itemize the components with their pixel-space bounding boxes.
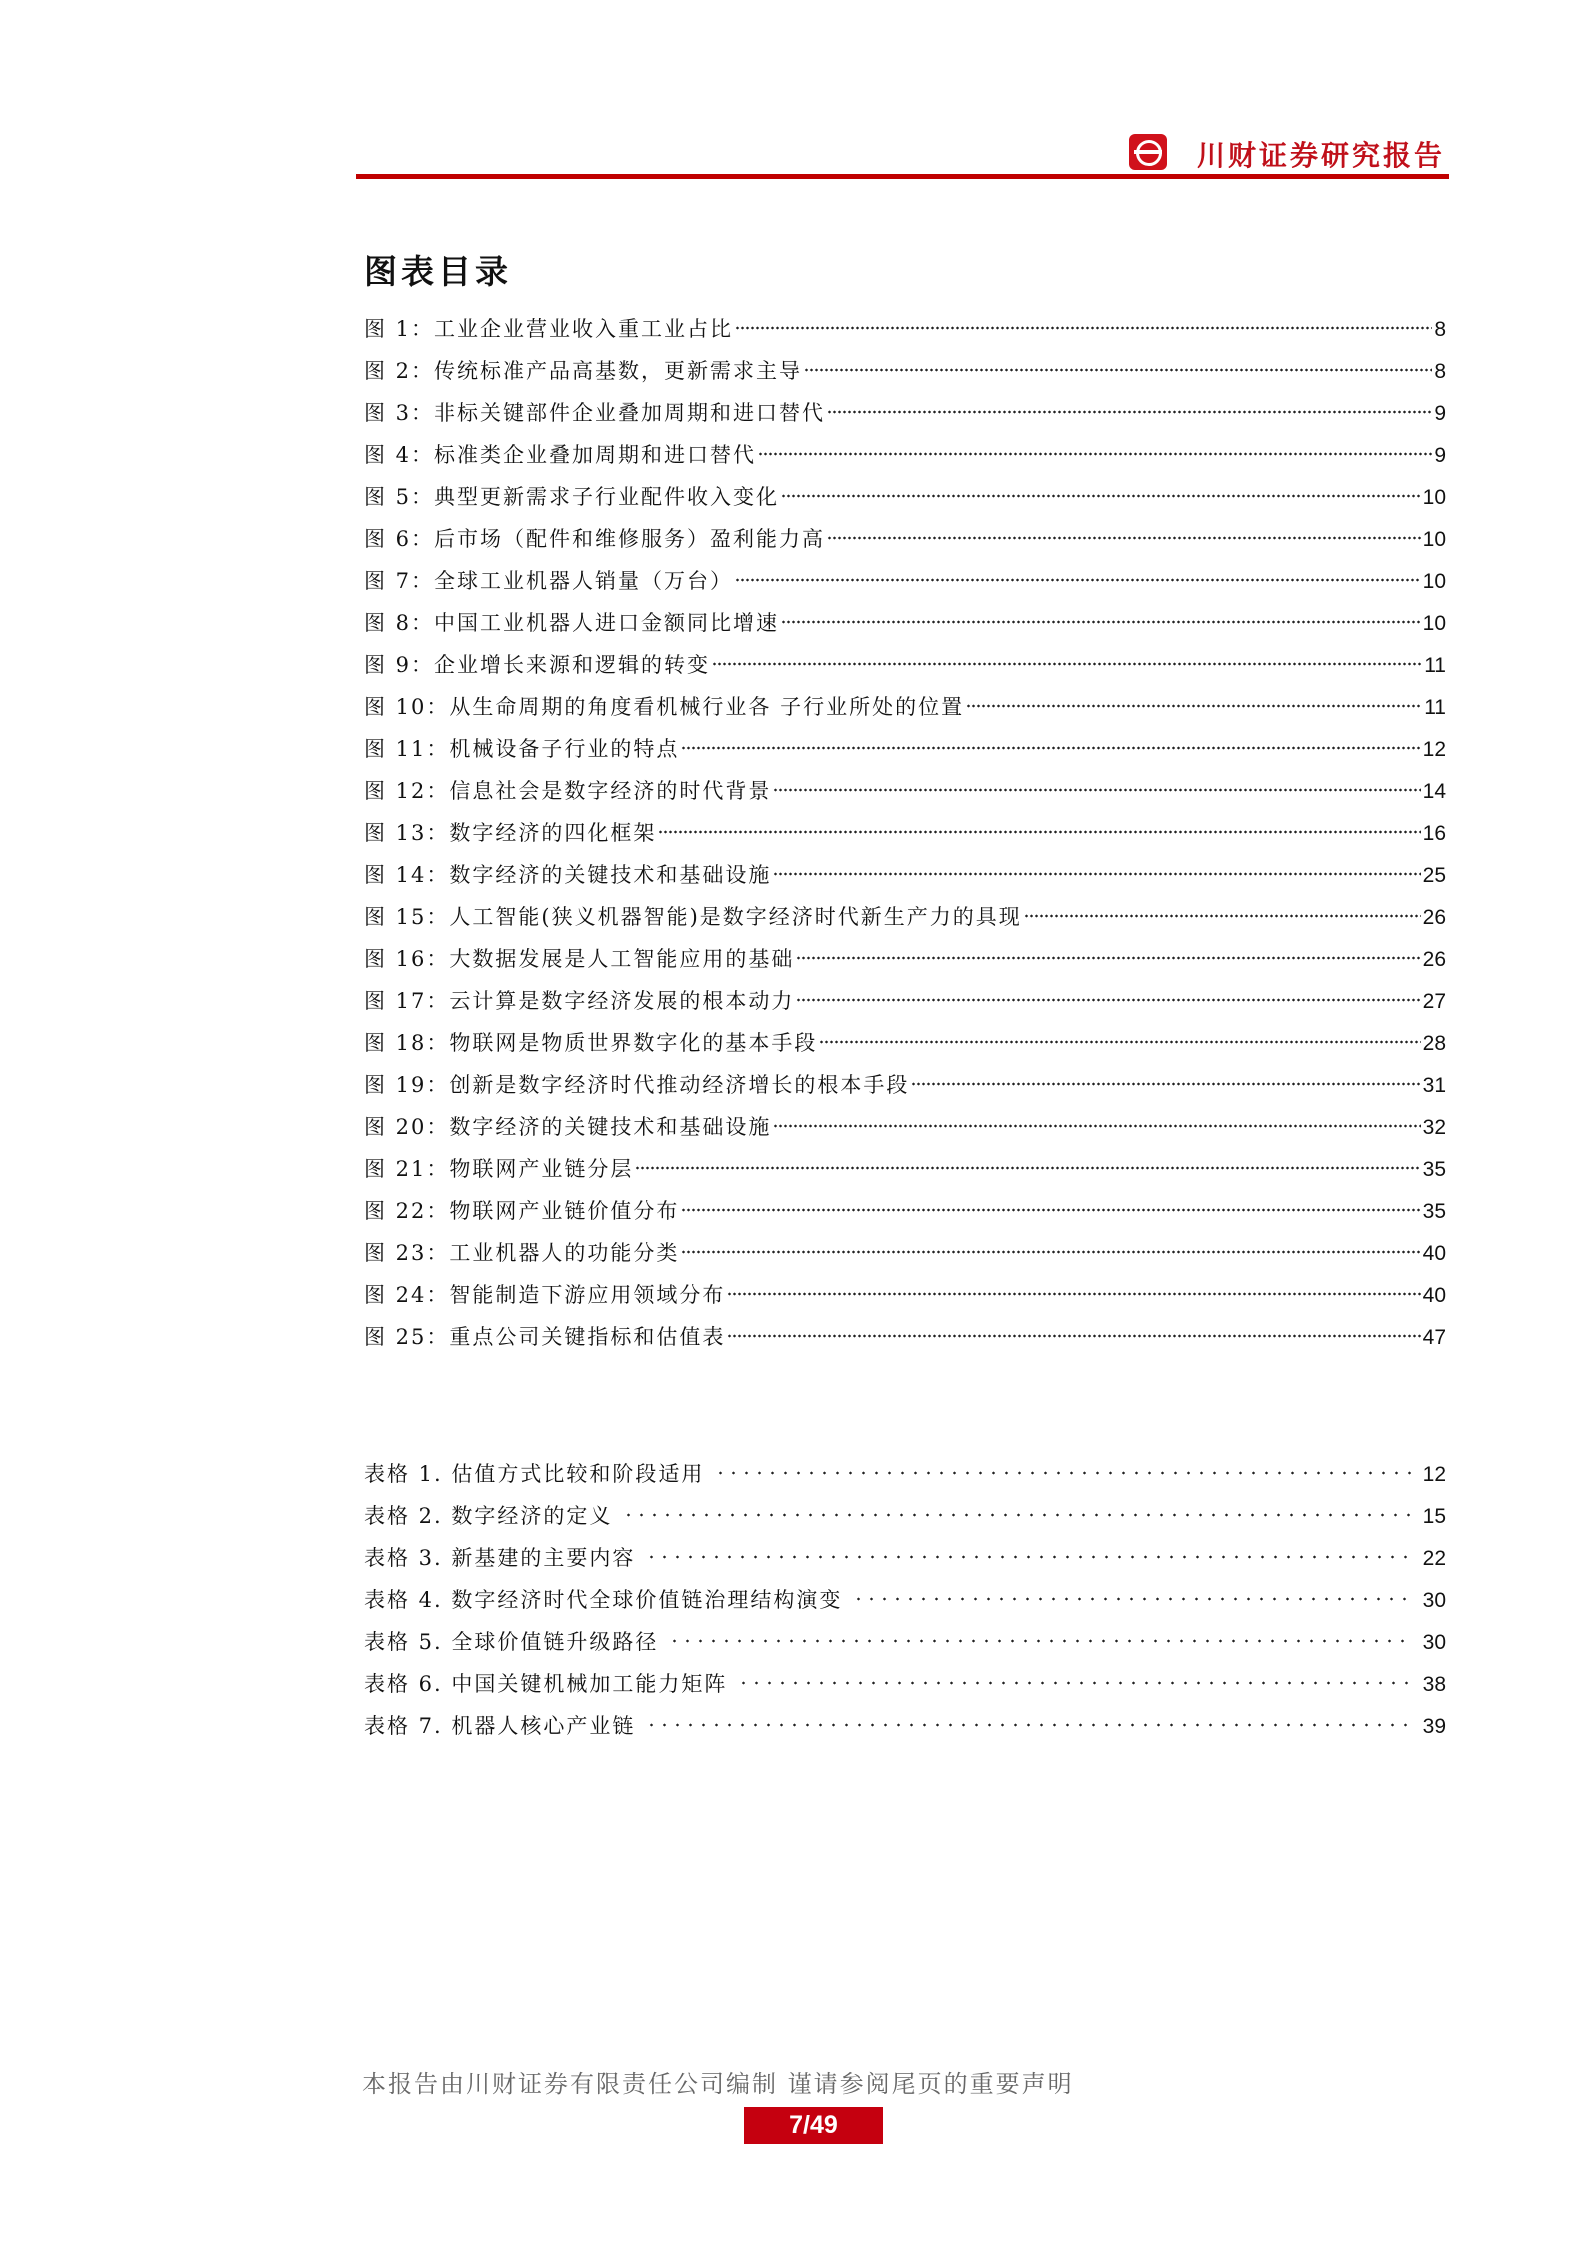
figure-toc-entry[interactable] [364, 1022, 1446, 1064]
dot-leader [781, 619, 1421, 625]
dot-leader [727, 1291, 1420, 1297]
table-toc-entry[interactable] [364, 1663, 1446, 1705]
table-list [364, 1453, 1446, 1747]
figure-toc-entry[interactable] [364, 1232, 1446, 1274]
figure-list [364, 308, 1446, 1358]
dot-leader [852, 1596, 1412, 1602]
figure-toc-entry[interactable] [364, 938, 1446, 980]
toc-entry-page: 11 [1424, 696, 1446, 719]
dot-leader [773, 1123, 1420, 1129]
toc-entry-label: 图 3：非标关键部件企业叠加周期和进口替代 [364, 401, 826, 425]
toc-entry-label: 表格 4. 数字经济时代全球价值链治理结构演变 [364, 1588, 843, 1612]
toc-entry-page: 40 [1422, 1284, 1446, 1307]
dot-leader [681, 1207, 1420, 1213]
dot-leader [781, 493, 1421, 499]
toc-entry-page: 11 [1424, 654, 1446, 677]
toc-entry-label: 图 2：传统标准产品高基数，更新需求主导 [364, 359, 803, 383]
toc-entry-page: 9 [1434, 402, 1446, 425]
toc-entry-label: 图 11：机械设备子行业的特点 [364, 737, 680, 761]
dot-leader [966, 703, 1422, 709]
figure-toc-entry[interactable] [364, 1064, 1446, 1106]
toc-entry-page: 15 [1422, 1505, 1446, 1528]
dot-leader [796, 955, 1420, 961]
figure-toc-entry[interactable] [364, 1148, 1446, 1190]
chuancai-logo-icon [1129, 134, 1167, 170]
table-toc-entry[interactable] [364, 1453, 1446, 1495]
dot-leader [645, 1722, 1412, 1728]
toc-title: 图表目录 [364, 252, 512, 291]
table-toc-entry[interactable] [364, 1495, 1446, 1537]
figure-toc-entry[interactable] [364, 308, 1446, 350]
figure-toc-entry[interactable] [364, 1190, 1446, 1232]
dot-leader [681, 745, 1420, 751]
dot-leader [827, 535, 1421, 541]
toc-entry-label: 图 22：物联网产业链价值分布 [364, 1199, 680, 1223]
brand-name: 川财证券研究报告 [1196, 139, 1445, 172]
toc-entry-label: 图 9：企业增长来源和逻辑的转变 [364, 653, 711, 677]
figure-toc-entry[interactable] [364, 896, 1446, 938]
toc-entry-page: 35 [1422, 1200, 1446, 1223]
toc-entry-label: 图 17：云计算是数字经济发展的根本动力 [364, 989, 795, 1013]
dot-leader [737, 1680, 1412, 1686]
toc-entry-label: 图 10：从生命周期的角度看机械行业各 子行业所处的位置 [364, 695, 965, 719]
figure-toc-entry[interactable] [364, 602, 1446, 644]
toc-entry-page: 32 [1422, 1116, 1446, 1139]
dot-leader [735, 577, 1421, 583]
toc-entry-page: 10 [1422, 612, 1446, 635]
figure-toc-entry[interactable] [364, 350, 1446, 392]
table-toc-entry[interactable] [364, 1579, 1446, 1621]
figure-toc-entry[interactable] [364, 854, 1446, 896]
figure-toc-entry[interactable] [364, 1274, 1446, 1316]
toc-entry-page: 10 [1422, 570, 1446, 593]
toc-entry-label: 表格 6. 中国关键机械加工能力矩阵 [364, 1672, 728, 1696]
figure-toc-entry[interactable] [364, 812, 1446, 854]
page-header [356, 128, 1449, 180]
dot-leader [819, 1039, 1420, 1045]
dot-leader [712, 661, 1422, 667]
toc-entry-page: 12 [1422, 738, 1446, 761]
toc-entry-page: 8 [1434, 318, 1446, 341]
dot-leader [911, 1081, 1420, 1087]
toc-entry-page: 30 [1422, 1589, 1446, 1612]
toc-entry-page: 25 [1422, 864, 1446, 887]
toc-entry-label: 图 24：智能制造下游应用领域分布 [364, 1283, 726, 1307]
dot-leader [727, 1333, 1420, 1339]
figure-toc-entry[interactable] [364, 518, 1446, 560]
page-number: 7/49 [744, 2107, 883, 2144]
footer-disclaimer: 本报告由川财证券有限责任公司编制 谨请参阅尾页的重要声明 [362, 2070, 1074, 2098]
dot-leader [773, 787, 1420, 793]
toc-entry-label: 图 12：信息社会是数字经济的时代背景 [364, 779, 772, 803]
table-toc-entry[interactable] [364, 1537, 1446, 1579]
dot-leader [804, 367, 1432, 373]
dot-leader [681, 1249, 1420, 1255]
dot-leader [714, 1470, 1412, 1476]
header-divider [356, 174, 1449, 179]
figure-toc-entry[interactable] [364, 1106, 1446, 1148]
toc-entry-page: 28 [1422, 1032, 1446, 1055]
toc-entry-page: 10 [1422, 486, 1446, 509]
toc-entry-label: 图 7：全球工业机器人销量（万台） [364, 569, 734, 593]
toc-entry-page: 31 [1422, 1074, 1446, 1097]
toc-entry-page: 35 [1422, 1158, 1446, 1181]
dot-leader [645, 1554, 1412, 1560]
toc-entry-label: 图 21：物联网产业链分层 [364, 1157, 634, 1181]
dot-leader [758, 451, 1432, 457]
toc-entry-label: 表格 5. 全球价值链升级路径 [364, 1630, 659, 1654]
figure-toc-entry[interactable] [364, 980, 1446, 1022]
toc-entry-page: 27 [1422, 990, 1446, 1013]
toc-entry-label: 图 4：标准类企业叠加周期和进口替代 [364, 443, 757, 467]
figure-toc-entry[interactable] [364, 686, 1446, 728]
dot-leader [658, 829, 1420, 835]
dot-leader [827, 409, 1432, 415]
figure-toc-entry[interactable] [364, 560, 1446, 602]
toc-entry-page: 10 [1422, 528, 1446, 551]
table-toc-entry[interactable] [364, 1705, 1446, 1747]
toc-entry-page: 26 [1422, 948, 1446, 971]
toc-entry-label: 表格 2. 数字经济的定义 [364, 1504, 613, 1528]
toc-entry-page: 47 [1422, 1326, 1446, 1349]
toc-entry-page: 16 [1422, 822, 1446, 845]
toc-entry-label: 图 19：创新是数字经济时代推动经济增长的根本手段 [364, 1073, 910, 1097]
dot-leader [668, 1638, 1412, 1644]
toc-entry-page: 22 [1422, 1547, 1446, 1570]
toc-entry-page: 38 [1422, 1673, 1446, 1696]
toc-entry-label: 图 6：后市场（配件和维修服务）盈利能力高 [364, 527, 826, 551]
toc-entry-label: 图 14：数字经济的关键技术和基础设施 [364, 863, 772, 887]
toc-entry-label: 图 20：数字经济的关键技术和基础设施 [364, 1115, 772, 1139]
dot-leader [735, 325, 1432, 331]
dot-leader [796, 997, 1420, 1003]
table-toc-entry[interactable] [364, 1621, 1446, 1663]
toc-entry-label: 表格 1. 估值方式比较和阶段适用 [364, 1462, 705, 1486]
toc-entry-label: 图 1：工业企业营业收入重工业占比 [364, 317, 734, 341]
toc-entry-page: 40 [1422, 1242, 1446, 1265]
dot-leader [635, 1165, 1420, 1171]
toc-entry-label: 图 16：大数据发展是人工智能应用的基础 [364, 947, 795, 971]
figure-toc-entry[interactable] [364, 728, 1446, 770]
figure-toc-entry[interactable] [364, 644, 1446, 686]
dot-leader [1024, 913, 1421, 919]
toc-entry-page: 12 [1422, 1463, 1446, 1486]
toc-entry-label: 图 18：物联网是物质世界数字化的基本手段 [364, 1031, 818, 1055]
toc-entry-label: 图 25：重点公司关键指标和估值表 [364, 1325, 726, 1349]
figure-toc-entry[interactable] [364, 434, 1446, 476]
dot-leader [622, 1512, 1412, 1518]
toc-entry-page: 8 [1434, 360, 1446, 383]
toc-entry-label: 图 13：数字经济的四化框架 [364, 821, 657, 845]
figure-toc-entry[interactable] [364, 770, 1446, 812]
toc-entry-label: 图 15：人工智能(狭义机器智能)是数字经济时代新生产力的具现 [364, 905, 1022, 929]
figure-toc-entry[interactable] [364, 392, 1446, 434]
toc-entry-page: 9 [1434, 444, 1446, 467]
figure-toc-entry[interactable] [364, 1316, 1446, 1358]
figure-toc-entry[interactable] [364, 476, 1446, 518]
toc-entry-label: 图 8：中国工业机器人进口金额同比增速 [364, 611, 780, 635]
toc-entry-label: 表格 7. 机器人核心产业链 [364, 1714, 636, 1738]
toc-entry-page: 14 [1422, 780, 1446, 803]
toc-entry-page: 39 [1422, 1715, 1446, 1738]
toc-entry-page: 26 [1422, 906, 1446, 929]
toc-entry-page: 30 [1422, 1631, 1446, 1654]
toc-entry-label: 图 23：工业机器人的功能分类 [364, 1241, 680, 1265]
dot-leader [773, 871, 1420, 877]
toc-entry-label: 表格 3. 新基建的主要内容 [364, 1546, 636, 1570]
toc-entry-label: 图 5：典型更新需求子行业配件收入变化 [364, 485, 780, 509]
